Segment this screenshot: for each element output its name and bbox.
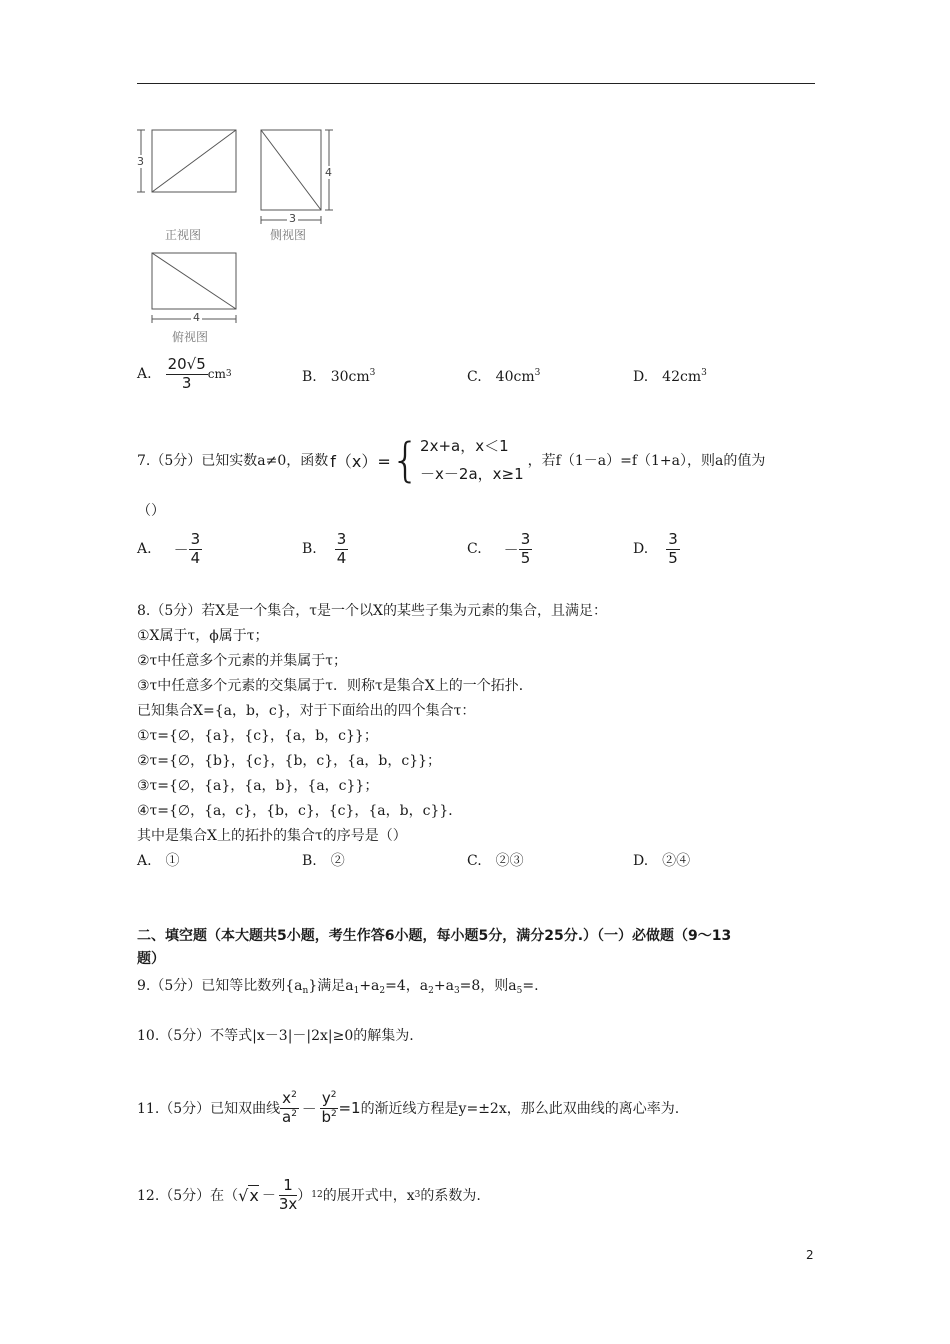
q9-part-5: +a	[433, 978, 454, 994]
q12-x-exp: 3	[414, 1190, 421, 1200]
q6-a-fraction	[166, 356, 208, 392]
q11-den-b	[320, 1109, 339, 1126]
q9-part-4: =4，a	[385, 978, 429, 994]
q11-b: b	[321, 1107, 332, 1126]
q8-line-1: ①X属于τ，ϕ属于τ；	[137, 628, 269, 644]
q12-mid: 的展开式中，x	[322, 1188, 415, 1204]
q9-part-2: }满足a	[308, 978, 354, 994]
q11-x-sq: 2	[291, 1090, 297, 1101]
page-number: 2	[806, 1248, 814, 1262]
q6-a-denominator: 3	[181, 373, 192, 392]
q11-x: x	[282, 1089, 292, 1108]
q11-prefix: 11.（5分）已知双曲线	[137, 1101, 281, 1117]
q11-y: y	[321, 1089, 331, 1108]
q11	[137, 1082, 679, 1134]
side-view-label: 侧视图	[270, 228, 307, 242]
dim-side-height: 4	[325, 166, 332, 179]
q12-fraction	[279, 1177, 297, 1213]
q7-option-d	[633, 526, 680, 572]
q11-num-y	[320, 1090, 339, 1108]
q11-suffix: 的渐近线方程是y=±2x，那么此双曲线的离心率为.	[360, 1101, 680, 1117]
dim-side-width: 3	[289, 212, 296, 225]
q7-case-2: －x－2a，x≥1	[420, 465, 524, 483]
q7-stem-prefix: 7.（5分）已知实数a≠0，函数	[137, 453, 329, 469]
q7-case-1: 2x+a，x＜1	[420, 437, 509, 455]
q9-part-1: 9.（5分）已知等比数列{a	[137, 978, 303, 994]
q11-y-sq: 2	[330, 1090, 337, 1101]
q8-line-5: ①τ={∅，{a}，{c}，{a，b，c}}；	[137, 728, 378, 744]
q7-b-num: 3	[336, 530, 347, 549]
q7-b-label: B.	[302, 541, 317, 557]
q6-c-unit-exp: 3	[534, 368, 541, 378]
q9-sub-6: 5	[516, 986, 523, 996]
q11-fraction-y	[320, 1090, 339, 1126]
q7-func-name: f（x）=	[330, 451, 391, 471]
q6-option-a	[137, 350, 232, 398]
q12-minus: －	[261, 1188, 276, 1204]
q11-eq: =1	[338, 1099, 361, 1117]
q8-line-8: ④τ={∅，{a，c}，{b，c}，{c}，{a，b，c}}．	[137, 803, 463, 819]
q7-c-den: 5	[520, 548, 531, 567]
q8-option-a: A. ①	[137, 853, 180, 869]
q9-part-6: =8，则a	[459, 978, 517, 994]
q8-line-6: ②τ={∅，{b}，{c}，{b，c}，{a，b，c}}；	[137, 753, 442, 769]
q11-b-sq: 2	[331, 1108, 337, 1119]
dim-front-height: 3	[137, 155, 144, 168]
q11-num-x	[280, 1090, 299, 1108]
q12-den: 3x	[278, 1194, 298, 1213]
q7-option-b	[302, 526, 348, 572]
q7-d-label: D.	[633, 541, 649, 557]
q7-c-num: 3	[520, 530, 531, 549]
q7-brace: {	[390, 433, 421, 487]
q9-sub-3: 2	[379, 986, 386, 996]
q9-sub-2: 1	[353, 986, 360, 996]
q8-line-2: ②τ中任意多个元素的并集属于τ；	[137, 653, 348, 669]
q7-cases	[420, 432, 524, 488]
q7-c-label: C.	[467, 541, 482, 557]
q7-b-den: 4	[336, 548, 347, 567]
q11-fraction-x	[280, 1090, 299, 1126]
q12-radicand: x	[249, 1185, 259, 1205]
q9	[137, 975, 539, 996]
q6-c-text: C. 40cm	[467, 369, 535, 385]
q6-d-text: D. 42cm	[633, 369, 702, 385]
q8-line-0: 8.（5分）若X是一个集合，τ是一个以X的某些子集为元素的集合，且满足：	[137, 603, 607, 619]
q6-option-d	[633, 366, 707, 386]
q6-b-text: B. 30cm	[302, 369, 370, 385]
q12	[137, 1172, 481, 1218]
q11-a: a	[282, 1107, 292, 1126]
q8-line-3: ③τ中任意多个元素的交集属于τ．则称τ是集合X上的一个拓扑．	[137, 678, 533, 694]
q8-option-b: B. ②	[302, 853, 345, 869]
q12-close: ）	[297, 1188, 312, 1204]
q9-part-3: +a	[359, 978, 380, 994]
dim-top-width: 4	[193, 311, 200, 324]
q6-option-b	[302, 366, 375, 386]
front-view-label: 正视图	[165, 228, 202, 242]
q7-b-fraction	[335, 531, 349, 567]
q11-a-sq: 2	[291, 1108, 297, 1119]
q6-a-label: A.	[137, 366, 152, 382]
q9-sub-5: 3	[453, 986, 460, 996]
q6-d-unit-exp: 3	[701, 368, 707, 378]
q12-num: 1	[279, 1177, 297, 1195]
section2-title-line1: 二、填空题（本大题共5小题，考生作答6小题，每小题5分，满分25分.）（一）必做题（9～13	[137, 928, 732, 944]
q7-a-num: 3	[190, 530, 201, 549]
q7-option-a	[137, 526, 202, 572]
q8-line-7: ③τ={∅，{a}，{a，b}，{a，c}}；	[137, 778, 379, 794]
q9-sub-4: 2	[428, 986, 434, 996]
q8-line-4: 已知集合X={a，b，c}，对于下面给出的四个集合τ：	[137, 703, 476, 719]
q7-a-fraction	[189, 531, 203, 567]
q12-prefix: 12.（5分）在（	[137, 1188, 239, 1204]
q6-a-numerator: 20√5	[167, 355, 206, 374]
q6-option-c	[467, 366, 540, 386]
q11-minus: －	[301, 1099, 317, 1118]
q7-c-fraction	[519, 531, 533, 567]
top-view-label: 俯视图	[172, 330, 209, 344]
q8-line-9: 其中是集合X上的拓扑的集合τ的序号是（）	[137, 828, 407, 844]
q12-suffix: 的系数为.	[420, 1188, 481, 1204]
q12-exp: 12	[311, 1190, 323, 1200]
header-rule	[137, 83, 815, 84]
q7-stem-suffix: ，若f（1－a）=f（1+a），则a的值为	[527, 453, 766, 469]
q6-a-unit-exp: 3	[225, 369, 232, 379]
q7-a-sign: －	[173, 540, 189, 559]
q7-c-sign: －	[503, 540, 519, 559]
q7-paren: （）	[137, 503, 165, 519]
q9-sub-1: n	[302, 986, 309, 996]
q8-option-d: D. ②④	[633, 853, 691, 869]
q7-a-label: A.	[137, 541, 152, 557]
q7-stem	[137, 430, 765, 490]
q7-d-den: 5	[668, 548, 678, 567]
q6-a-unit: cm	[207, 367, 226, 381]
q10: 10.（5分）不等式|x－3|－|2x|≥0的解集为.	[137, 1028, 414, 1044]
section2-title-line2: 题）	[137, 951, 165, 967]
q12-sqrt: √x	[238, 1185, 259, 1205]
q9-part-7: =.	[522, 978, 539, 994]
q6-b-unit-exp: 3	[369, 368, 376, 378]
q11-den-a	[280, 1109, 299, 1126]
q7-a-den: 4	[190, 548, 201, 567]
q7-option-c	[467, 526, 532, 572]
q8-option-c: C. ②③	[467, 853, 524, 869]
q7-d-fraction	[666, 531, 680, 567]
q7-d-num: 3	[668, 530, 678, 549]
